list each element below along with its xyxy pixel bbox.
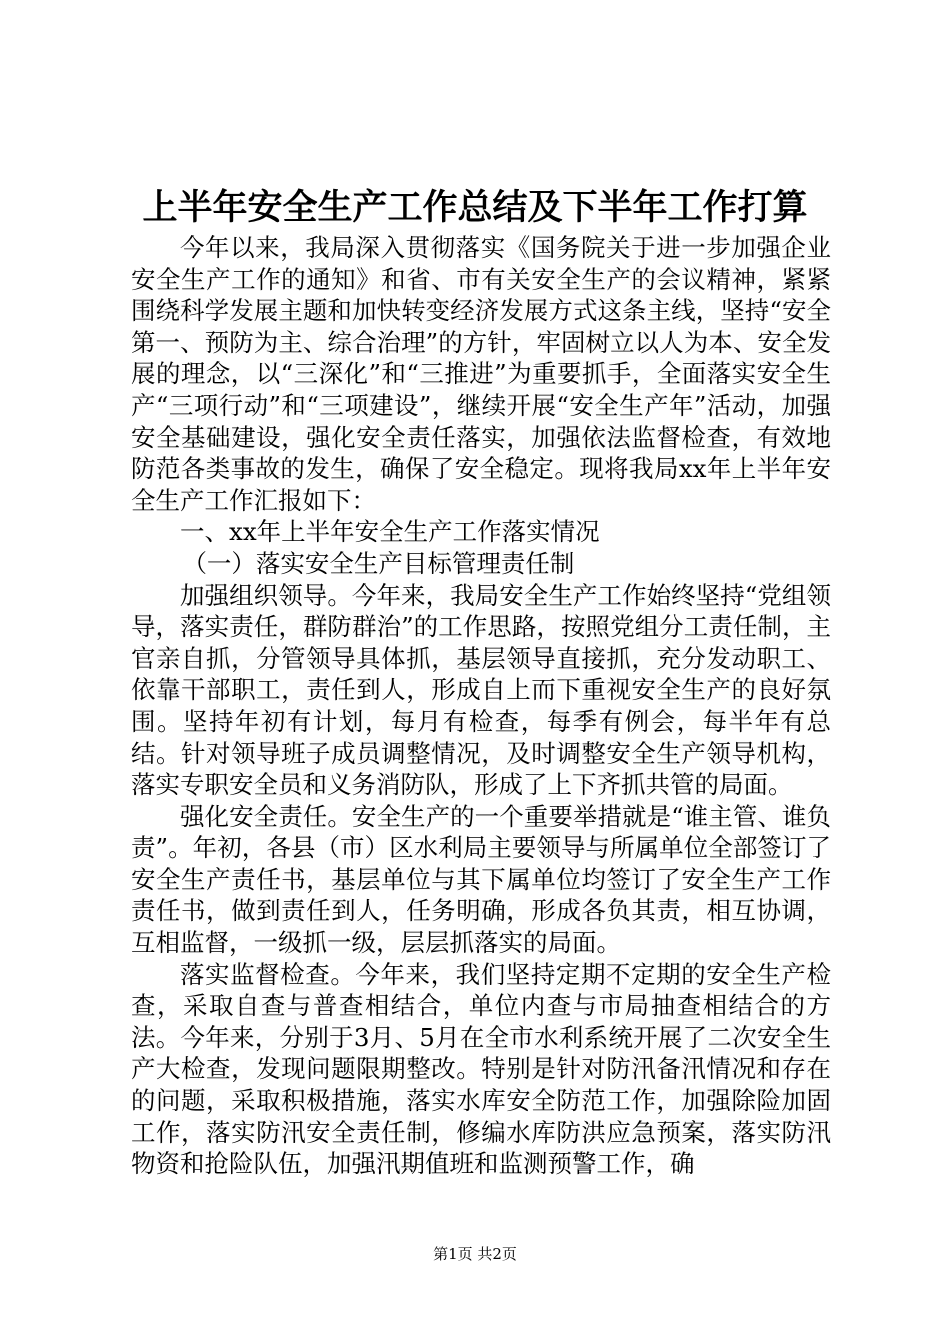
page-title: 上半年安全生产工作总结及下半年工作打算 bbox=[142, 187, 808, 228]
subsection-heading: （一）落实安全生产目标管理责任制 bbox=[182, 548, 575, 578]
paragraph-organization-leadership: 加强组织领导。今年来，我局安全生产工作始终坚持“党组领导，落实责任，群防群治”的工作思路，按照党组分工责任制，主官亲自抓，分管领导具体抓，基层领导直接抓，充分发动职工、依靠干部职工，责任到人，形成自上而下重视安全生产的良好氛围。坚持年初有计划，每月有检查，每季有例会，每半年有总结。针对领导班子成员调整情况，及时调整安全生产领导机构，落实专职安全员和义务消防队，形成了上下齐抓共管的局面。 bbox=[131, 580, 831, 800]
paragraph-safety-responsibility: 强化安全责任。安全生产的一个重要举措就是“谁主管、谁负责”。年初，各县（市）区水利局主要领导与所属单位全部签订了安全生产责任书，基层单位与其下属单位均签订了安全生产工作责任书，做到责任到人，任务明确，形成各负其责，相互协调，互相监督，一级抓一级，层层抓落实的局面。 bbox=[131, 801, 831, 958]
section-heading: 一、xx年上半年安全生产工作落实情况 bbox=[180, 517, 600, 547]
page-footer: 第1页 共2页 bbox=[433, 1245, 517, 1263]
paragraph-supervision-inspection: 落实监督检查。今年来，我们坚持定期不定期的安全生产检查，采取自查与普查相结合，单位内查与市局抽查相结合的方法。今年来，分别于3月、5月在全市水利系统开展了二次安全生产大检查，发现问题限期整改。特别是针对防汛备汛情况和存在的问题，采取积极措施，落实水库安全防范工作，加强除险加固工作，落实防汛安全责任制，修编水库防洪应急预案，落实防汛物资和抢险队伍，加强汛期值班和监测预警工作，确 bbox=[131, 959, 831, 1179]
document-body bbox=[131, 232, 831, 1180]
intro-paragraph: 今年以来，我局深入贯彻落实《国务院关于进一步加强企业安全生产工作的通知》和省、市有关安全生产的会议精神，紧紧围绕科学发展主题和加快转变经济发展方式这条主线，坚持“安全第一、预防为主、综合治理”的方针，牢固树立以人为本、安全发展的理念，以“三深化”和“三推进”为重要抓手，全面落实安全生产“三项行动”和“三项建设”，继续开展“安全生产年”活动，加强安全基础建设，强化安全责任落实，加强依法监督检查，有效地防范各类事故的发生，确保了安全稳定。现将我局xx年上半年安全生产工作汇报如下： bbox=[131, 233, 831, 515]
